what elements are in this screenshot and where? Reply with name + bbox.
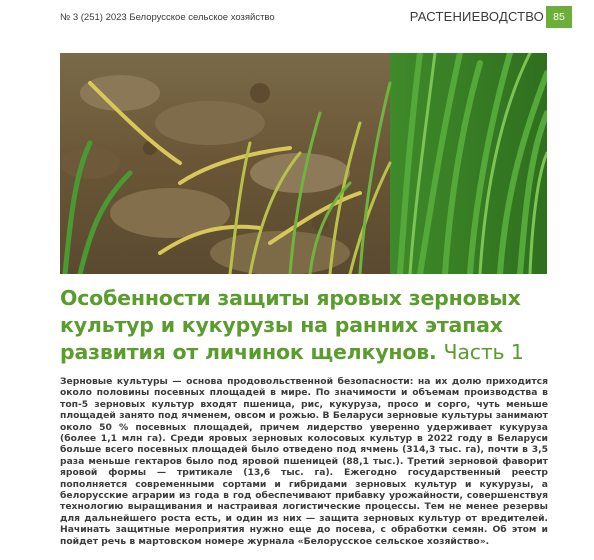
article-lead: Зерновые культуры — основа продовольственной безопасности: на их долю приходится около половины посевных площадей в мире. По значимости и объемам производства в топ-5 зерновых культур входят пшеница, рис, кукуруза, просо и сорго, чуть меньше площадей занято под ячменем, овсом и рожью. В Беларуси зерновые культуры занимают около 50 % посевных площадей, причем лидерство уверенно удерживает кукуруза (более 1,1 млн га). Среди яровых зерновых колосовых культур в 2022 году в Беларуси больше всего посевных площадей было отведено под ячмень (314,3 тыс. га), почти в 3,5 раза меньше гектаров было под яровой пшеницей (88,1 тыс.). Третий зерновой фаворит яровой формы — тритикале (13,6 тыс. га). Ежегодно государственный реестр пополняется современными сортами и гибридами зерновых культур и кукурузы, а белорусские аграрии из года в год обеспечивают прибавку урожайности, совершенствуя технологию выращивания и настраивая логистические процессы. Тем не менее резервы для дальнейшего роста есть, и один из них — защита зерновых культур от вредителей. Начинать защитные мероприятия нужно еще до посева, с обработки семян. Об этом и пойдет речь в мартовском номере журнала «Белорусское сельское хозяйство».: [60, 376, 548, 547]
page-header: [0, 0, 594, 34]
article-title: [60, 285, 560, 366]
article-title-part: Часть 1: [443, 340, 524, 364]
seedlings-photo-illustration: [60, 53, 547, 274]
article-photo: [60, 53, 547, 274]
issue-info: № 3 (251) 2023 Белорусское сельское хозяйство: [60, 12, 275, 23]
section-name: РАСТЕНИЕВОДСТВО: [409, 9, 544, 24]
article-title-text: Особенности защиты яровых зерновых культур и кукурузы на ранних этапах развития от личинок щелкунов.: [60, 286, 521, 364]
page-number-badge: 85: [546, 6, 572, 28]
